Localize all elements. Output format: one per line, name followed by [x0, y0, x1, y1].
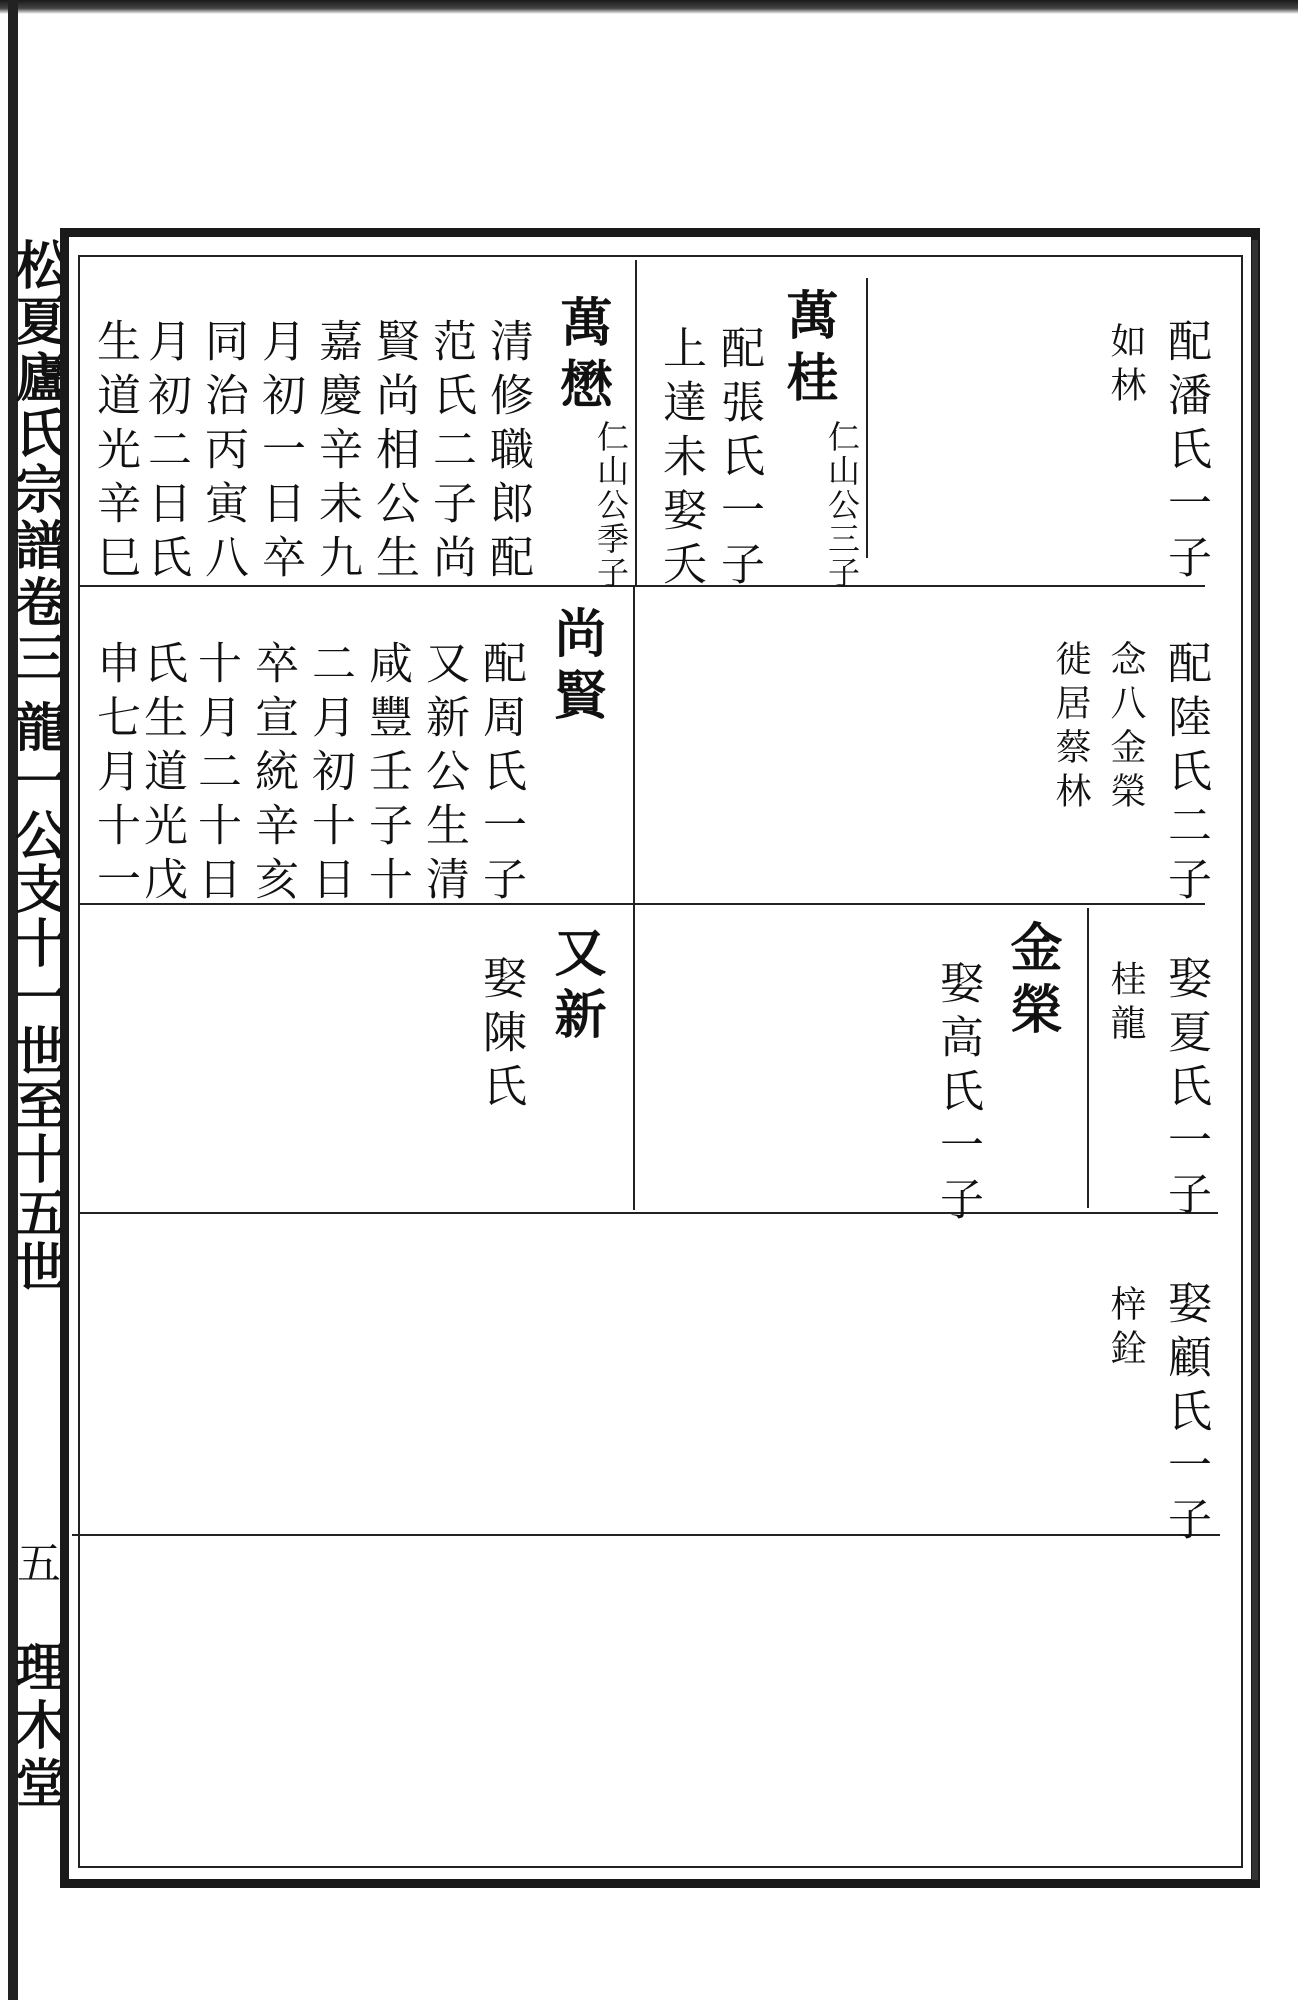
- col-divider-top-a: [635, 260, 637, 585]
- margin-branch: 龍一公支十一世至十五世: [6, 700, 67, 1294]
- entry-text: 配周氏一子: [475, 640, 526, 910]
- entry-text: 月初一日卒: [254, 318, 305, 588]
- margin-volume: 卷三: [6, 575, 67, 687]
- entry-text: 上達未娶夭: [655, 325, 706, 595]
- row-divider-3: [78, 1212, 1218, 1214]
- entry-text: 桂龍: [1105, 960, 1146, 1048]
- entry-text: 娶顧氏一子: [1160, 1280, 1211, 1550]
- person-name: 萬懋: [551, 295, 612, 419]
- entry-text: 清修職郎配: [482, 318, 533, 588]
- person-note: 仁山公三子: [823, 420, 861, 590]
- entry-text: 申七月十一: [89, 640, 140, 910]
- entry-text: 氏生道光戊: [136, 640, 187, 910]
- entry-text: 生道光辛巳: [89, 318, 140, 588]
- col-divider-row3: [1087, 908, 1089, 1208]
- margin-title: 松夏廬氏宗譜: [6, 238, 67, 574]
- entry-text: 梓銓: [1105, 1285, 1146, 1373]
- entry-text: 娶高氏一子: [932, 960, 983, 1230]
- col-divider-mid: [633, 585, 635, 1210]
- entry-text: 配陸氏二子: [1160, 640, 1211, 910]
- entry-text: 卒宣統辛亥: [247, 640, 298, 910]
- entry-text: 又新公生清: [418, 640, 469, 910]
- person-name: 又新: [545, 925, 606, 1049]
- entry-text: 念八金榮: [1105, 640, 1146, 816]
- entry-text: 配潘氏一子: [1160, 318, 1211, 588]
- entry-text: 咸豐壬子十: [361, 640, 412, 910]
- entry-text: 徙居蔡林: [1050, 640, 1091, 816]
- person-note: 仁山公季子: [592, 420, 630, 590]
- entry-text: 嘉慶辛未九: [311, 318, 362, 588]
- entry-text: 二月初十日: [304, 640, 355, 910]
- person-name: 金榮: [1001, 920, 1062, 1044]
- entry-text: 十月二十日: [190, 640, 241, 910]
- margin-hall-name: 理木堂: [6, 1640, 67, 1814]
- entry-text: 范氏二子尚: [425, 318, 476, 588]
- row-divider-1: [80, 585, 1205, 587]
- entry-text: 賢尚相公生: [368, 318, 419, 588]
- frame-right-band: [1252, 240, 1258, 1880]
- page-top-edge: [0, 0, 1298, 14]
- person-name: 萬桂: [777, 288, 838, 412]
- entry-text: 娶陳氏: [475, 955, 526, 1117]
- entry-text: 配張氏一子: [713, 325, 764, 595]
- entry-text: 娶夏氏一子: [1160, 955, 1211, 1225]
- margin-page-number: 五: [9, 1540, 60, 1590]
- entry-text: 如林: [1105, 322, 1146, 410]
- col-divider-top-b: [866, 278, 868, 558]
- person-name: 尚賢: [545, 606, 606, 730]
- entry-text: 月初二日氏: [140, 318, 191, 588]
- entry-text: 同治丙寅八: [197, 318, 248, 588]
- row-divider-4: [72, 1534, 1220, 1536]
